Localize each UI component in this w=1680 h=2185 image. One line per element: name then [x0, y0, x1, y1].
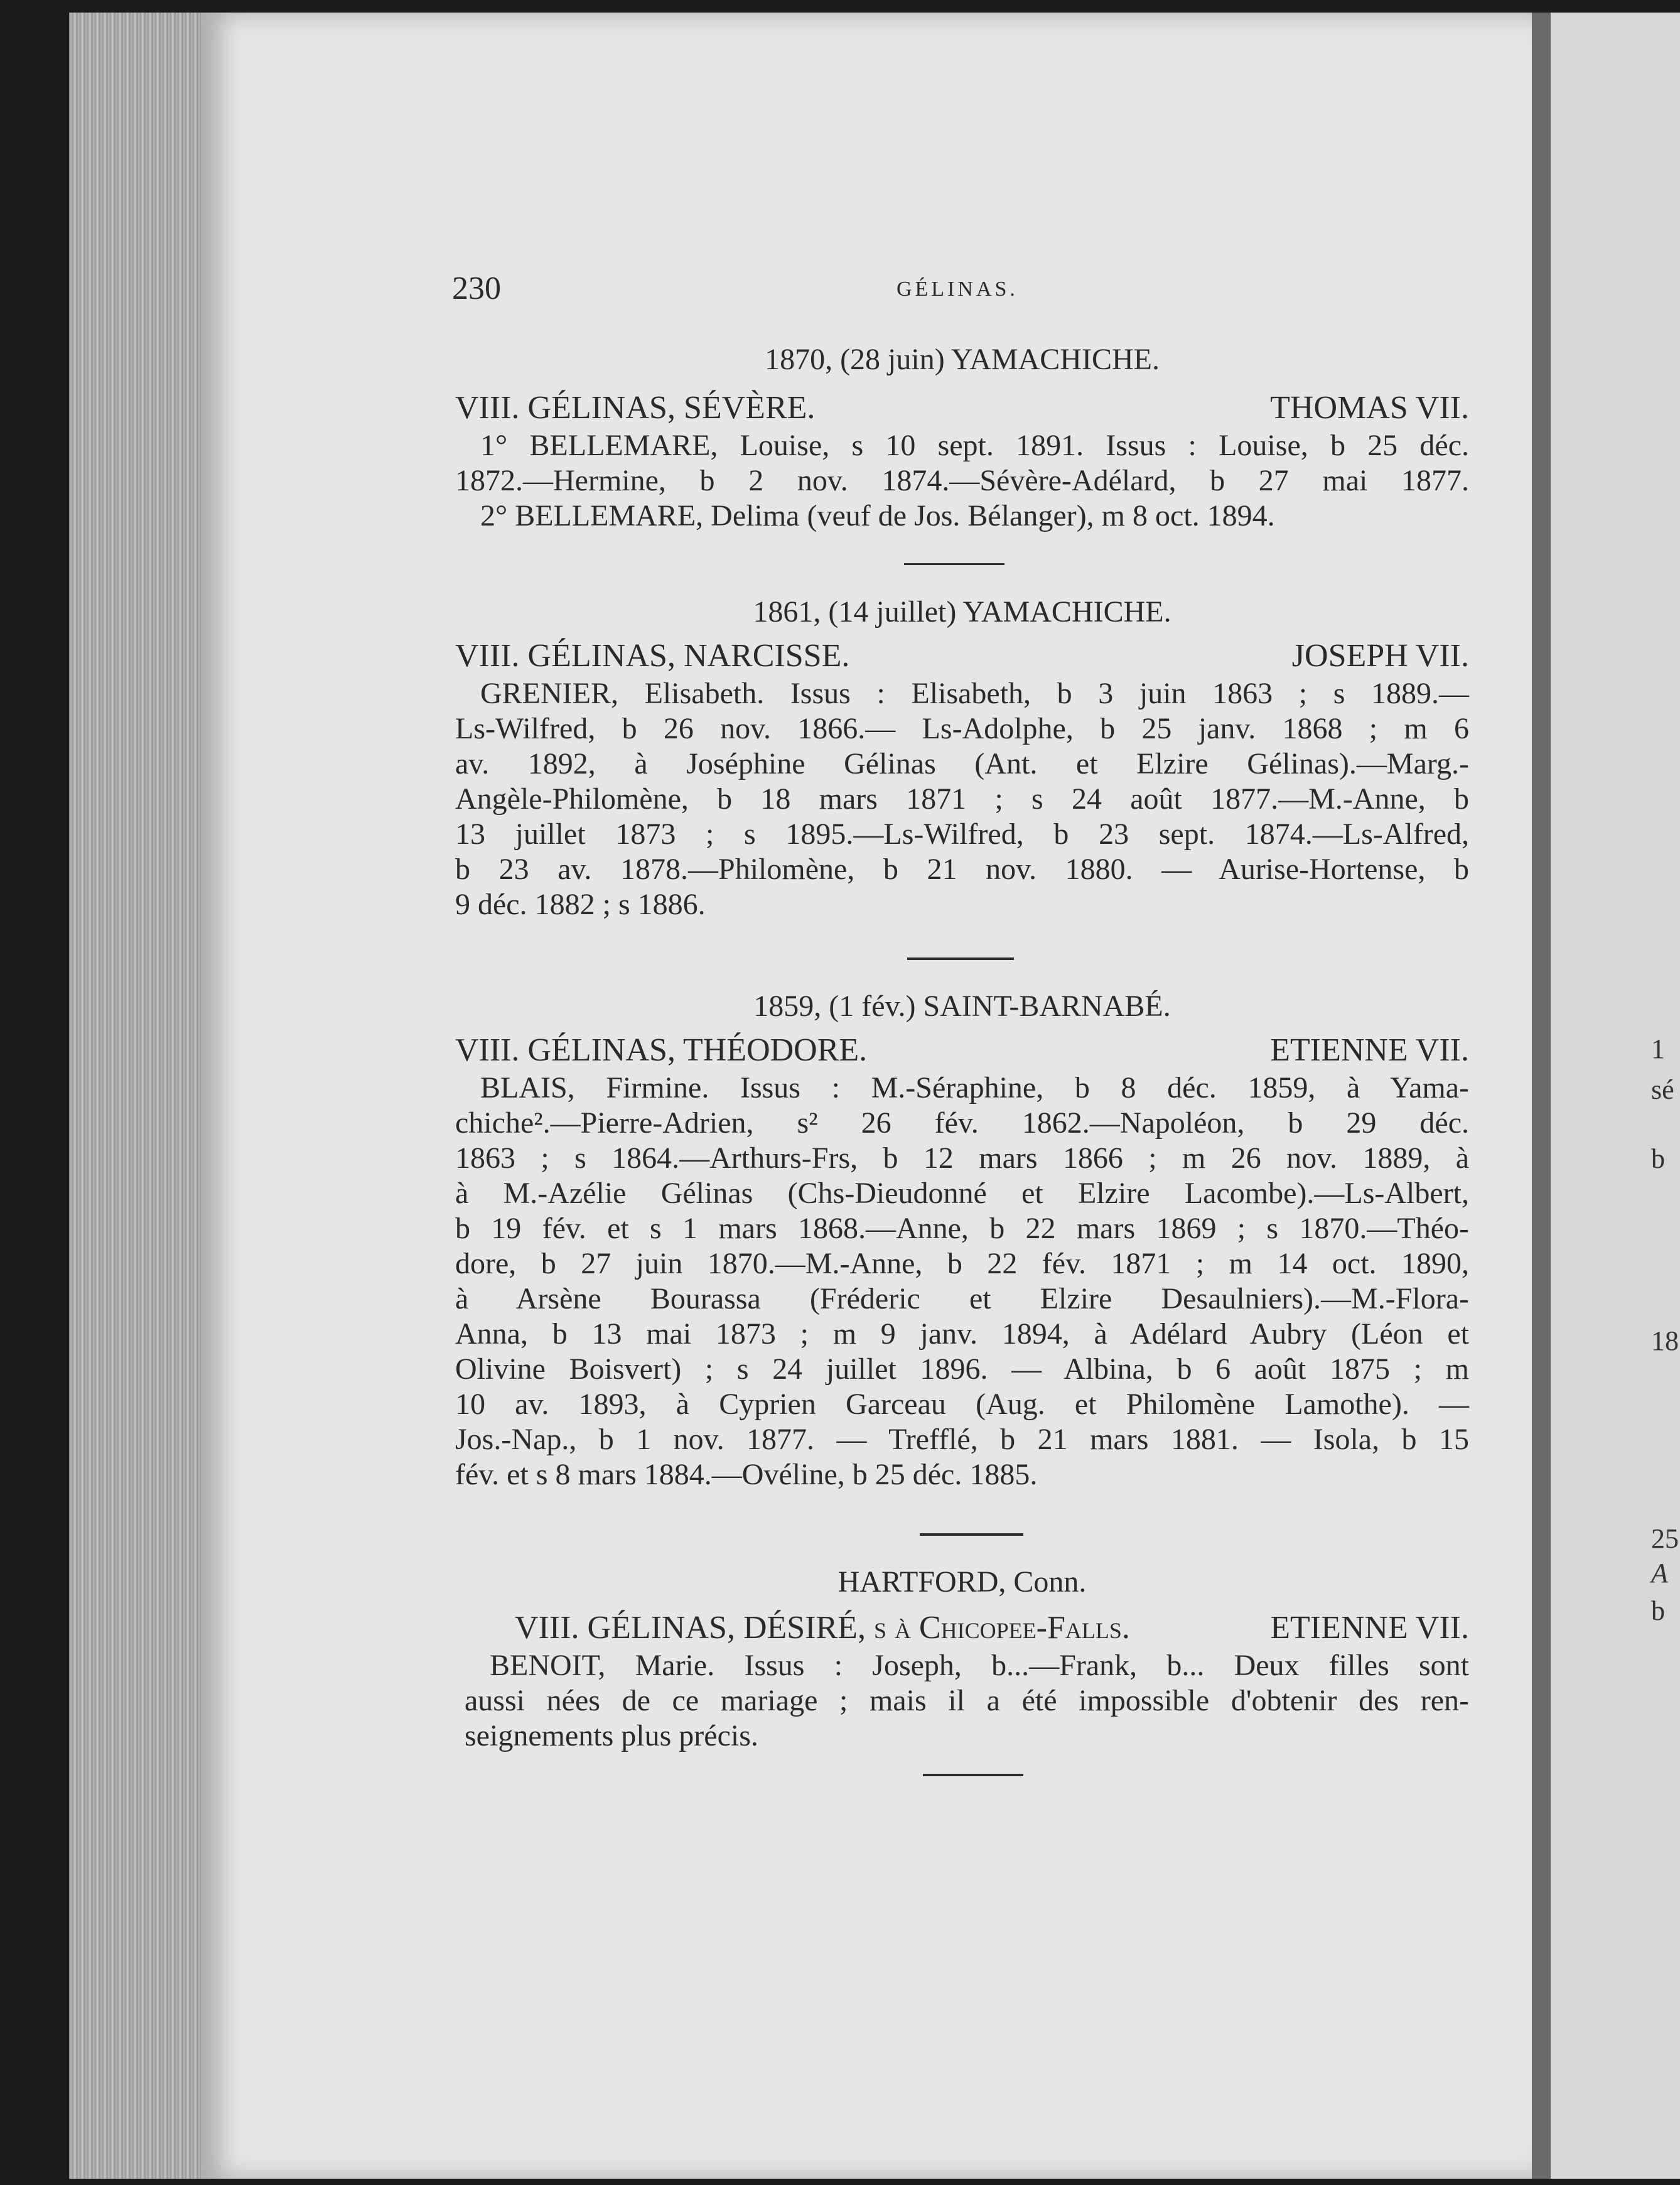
- text-line: chiche².—Pierre-Adrien, s² 26 fév. 1862.—Napoléon, b 29 déc.: [455, 1106, 1469, 1140]
- page-number: 230: [452, 271, 501, 306]
- entry-heading: [455, 391, 1469, 426]
- separator-rule: [923, 1774, 1023, 1776]
- text-line: 1° BELLEMARE, Louise, s 10 sept. 1891. Issus : Louise, b 25 déc.: [480, 429, 1469, 462]
- next-page-fragment: 18: [1651, 1325, 1679, 1356]
- text-line: av. 1892, à Joséphine Gélinas (Ant. et Elzire Gélinas).—Marg.-: [455, 747, 1469, 780]
- text-line: Angèle-Philomène, b 18 mars 1871 ; s 24 août 1877.—M.-Anne, b: [455, 782, 1469, 816]
- entry-generation: VIII.: [455, 1032, 520, 1068]
- text-line: 2° BELLEMARE, Delima (veuf de Jos. Bélanger), m 8 oct. 1894.: [480, 499, 1275, 532]
- entry-place-date: HARTFORD, Conn.: [837, 1565, 1087, 1599]
- entry-place-date: 1859, (1 fév.) SAINT-BARNABÉ.: [753, 990, 1171, 1023]
- text-line: BENOIT, Marie. Issus : Joseph, b...—Frank, b... Deux filles sont: [490, 1649, 1469, 1682]
- separator-rule: [907, 958, 1014, 960]
- entry-generation: VIII.: [515, 1610, 579, 1646]
- text-line: 1863 ; s 1864.—Arthurs-Frs, b 12 mars 1866 ; m 26 nov. 1889, à: [455, 1141, 1469, 1175]
- next-page-fragment: 25: [1651, 1523, 1679, 1554]
- text-line: 1872.—Hermine, b 2 nov. 1874.—Sévère-Adélard, b 27 mai 1877.: [455, 464, 1469, 497]
- entry-heading: [455, 639, 1469, 674]
- next-page-fragment: sé: [1651, 1074, 1674, 1105]
- separator-rule: [920, 1533, 1023, 1536]
- entry-heading: [455, 1610, 1469, 1646]
- entry-generation: VIII.: [455, 638, 520, 674]
- entry-name: GÉLINAS, NARCISSE.: [527, 638, 850, 674]
- next-page-fragment: A: [1651, 1558, 1668, 1589]
- entry-body: [455, 1071, 1469, 1492]
- entry-name: GÉLINAS, SÉVÈRE.: [527, 390, 816, 426]
- entry-body: [455, 428, 1469, 534]
- text-line: b 19 fév. et s 1 mars 1868.—Anne, b 22 mars 1869 ; s 1870.—Théo-: [455, 1212, 1469, 1245]
- separator-rule: [904, 563, 1004, 565]
- running-title: GÉLINAS.: [897, 278, 1018, 301]
- text-line: dore, b 27 juin 1870.—M.-Anne, b 22 fév. 1871 ; m 14 oct. 1890,: [455, 1247, 1469, 1280]
- entry-place-date: 1870, (28 juin) YAMACHICHE.: [765, 343, 1160, 376]
- text-line: BLAIS, Firmine. Issus : M.-Séraphine, b 8 déc. 1859, à Yama-: [480, 1071, 1469, 1104]
- text-line: à Arsène Bourassa (Fréderic et Elzire Desaulniers).—M.-Flora-: [455, 1282, 1469, 1315]
- next-page-fragment: b: [1651, 1143, 1665, 1174]
- next-page-fragment: 1: [1651, 1033, 1665, 1064]
- text-line: aussi nées de ce mariage ; mais il a été impossible d'obtenir des ren-: [465, 1684, 1469, 1717]
- book-gutter: [1532, 13, 1551, 2179]
- text-line: seignements plus précis.: [465, 1719, 758, 1752]
- entry-body: [455, 676, 1469, 922]
- entry-body: [465, 1648, 1469, 1754]
- next-page-fragment: b: [1651, 1595, 1665, 1626]
- text-line: 9 déc. 1882 ; s 1886.: [455, 888, 706, 921]
- text-line: 10 av. 1893, à Cyprien Garceau (Aug. et Philomène Lamothe). —: [455, 1388, 1469, 1421]
- entry-place-date: 1861, (14 juillet) YAMACHICHE.: [753, 595, 1171, 629]
- text-line: Ls-Wilfred, b 26 nov. 1866.— Ls-Adolphe, b 25 janv. 1868 ; m 6: [455, 712, 1469, 745]
- entry-name: GÉLINAS, DÉSIRÉ, s à Chicopee-Falls.: [587, 1610, 1130, 1646]
- running-header: [452, 270, 1457, 308]
- entry-father: THOMAS VII.: [1270, 390, 1469, 426]
- text-line: Olivine Boisvert) ; s 24 juillet 1896. — Albina, b 6 août 1875 ; m: [455, 1352, 1469, 1386]
- book-page-edges: [69, 13, 213, 2179]
- text-line: Jos.-Nap., b 1 nov. 1877. — Trefflé, b 21 mars 1881. — Isola, b 15: [455, 1423, 1469, 1456]
- text-line: à M.-Azélie Gélinas (Chs-Dieudonné et Elzire Lacombe).—Ls-Albert,: [455, 1177, 1469, 1210]
- text-line: fév. et s 8 mars 1884.—Ovéline, b 25 déc. 1885.: [455, 1458, 1038, 1491]
- entry-father: ETIENNE VII.: [1270, 1610, 1469, 1646]
- entry-father: ETIENNE VII.: [1270, 1032, 1469, 1068]
- entry-heading: [455, 1033, 1469, 1068]
- text-line: b 23 av. 1878.—Philomène, b 21 nov. 1880. — Aurise-Hortense, b: [455, 853, 1469, 886]
- entry-generation: VIII.: [455, 390, 520, 426]
- entry-father: JOSEPH VII.: [1291, 638, 1469, 674]
- entry-name: GÉLINAS, THÉODORE.: [527, 1032, 868, 1068]
- text-line: 13 juillet 1873 ; s 1895.—Ls-Wilfred, b 23 sept. 1874.—Ls-Alfred,: [455, 817, 1469, 851]
- text-line: GRENIER, Elisabeth. Issus : Elisabeth, b 3 juin 1863 ; s 1889.—: [480, 677, 1469, 710]
- text-line: Anna, b 13 mai 1873 ; m 9 janv. 1894, à Adélard Aubry (Léon et: [455, 1317, 1469, 1351]
